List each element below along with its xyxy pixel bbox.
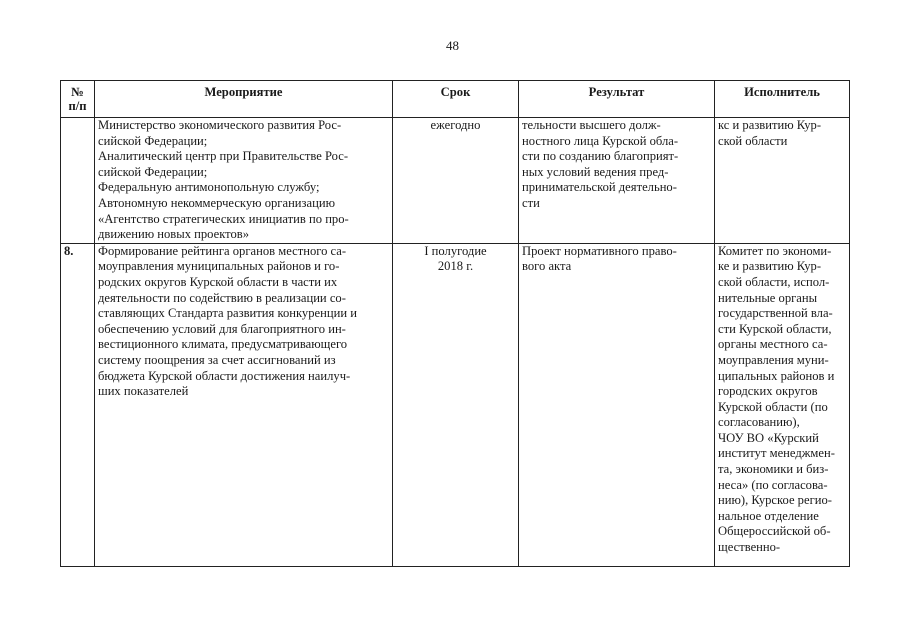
measures-table [60, 80, 850, 567]
page-number: 48 [446, 38, 459, 53]
cell-deadline: ежегодно [393, 118, 519, 244]
header-event: Мероприятие [95, 81, 393, 118]
table-row [61, 243, 850, 566]
cell-executor: Комитет по экономи- ке и развитию Кур- ской области, испол- нительные органы государственной вла- сти Курской области, органы местного са- моуправления муни- ципальных районов и городских округов Курской области (по согласованию), ЧОУ ВО «Курский институт менеджмен- та, экономики и биз- неса» (по согласова- нию), Курское регио- нальное отделение Общероссийской об- щественно- [715, 243, 850, 566]
cell-number [61, 118, 95, 244]
header-number: № п/п [61, 81, 95, 118]
table-row [61, 118, 850, 244]
table-header-row [61, 81, 850, 118]
cell-number: 8. [61, 243, 95, 566]
cell-deadline: I полугодие 2018 г. [393, 243, 519, 566]
cell-result: Проект нормативного право- вого акта [519, 243, 715, 566]
cell-result: тельности высшего долж- ностного лица Курской обла- сти по созданию благоприят- ных условий ведения пред- принимательской деятельно- сти [519, 118, 715, 244]
cell-executor: кс и развитию Кур- ской области [715, 118, 850, 244]
cell-event: Министерство экономического развития Рос- сийской Федерации; Аналитический центр при Правительстве Рос- сийской Федерации; Федеральную антимонопольную службу; Автономную некоммерческую организацию «Агентство стратегических инициатив по про- движению новых проектов» [95, 118, 393, 244]
header-deadline: Срок [393, 81, 519, 118]
header-result: Результат [519, 81, 715, 118]
cell-event: Формирование рейтинга органов местного са- моуправления муниципальных районов и го- родских округов Курской области в части их деятельности по содействию в реализации со- ставляющих Стандарта развития конкуренции и обеспечению условий для благоприятного ин- вестиционного климата, предусматривающего систему поощрения за счет ассигнований из бюджета Курской области достижения наилуч- ших показателей [95, 243, 393, 566]
header-executor: Исполнитель [715, 81, 850, 118]
